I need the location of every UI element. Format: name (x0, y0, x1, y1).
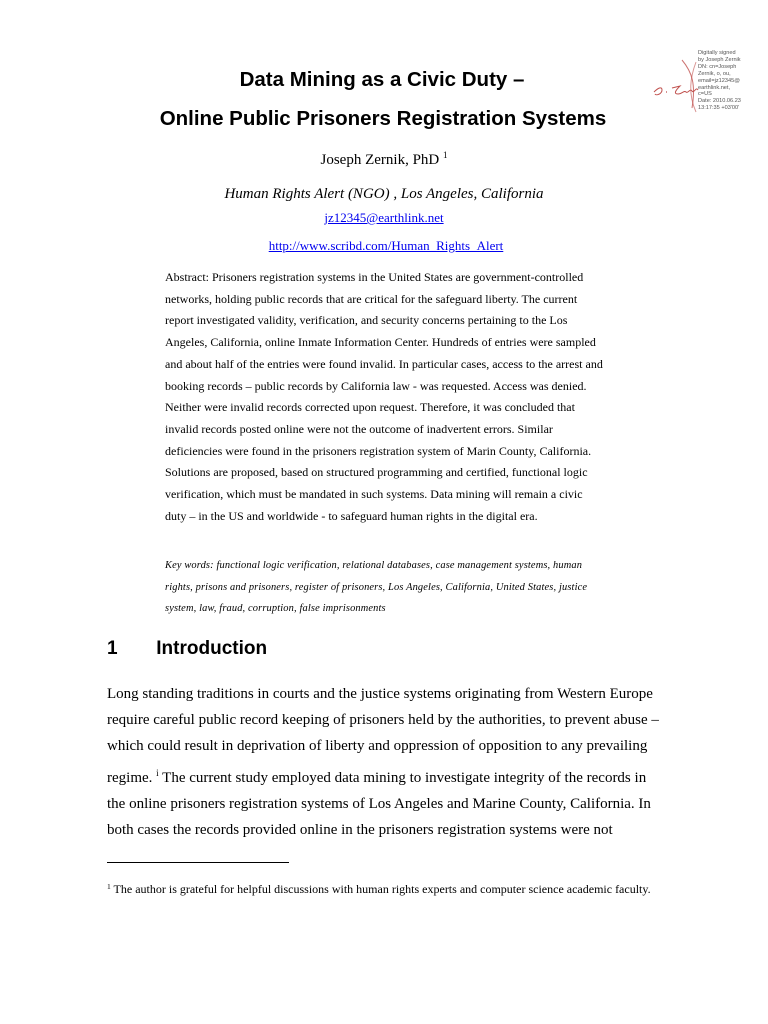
footnote-marker: 1 (107, 882, 111, 891)
endnote-marker[interactable]: i (156, 767, 159, 778)
author-name: Joseph Zernik, PhD (320, 152, 440, 168)
url-link[interactable]: http://www.scribd.com/Human_Rights_Alert (268, 238, 504, 253)
section-number: 1 (107, 638, 118, 659)
section-heading (107, 638, 267, 660)
author-footnote-marker[interactable]: 1 (443, 150, 448, 160)
email-link[interactable]: jz12345@earthlink.net (324, 210, 444, 225)
footnote-divider (107, 862, 289, 863)
affiliation: Human Rights Alert (NGO) , Los Angeles, California (224, 186, 544, 202)
url-row (0, 238, 768, 254)
section-title: Introduction (156, 638, 268, 659)
signature-details: Digitally signed by Joseph Zernik DN: cn=Joseph Zernik, o, ou, email=jz12345@ earthlink.net, c=US Date: 2010.06.23 13:17:35 +03'00' (698, 50, 741, 112)
title-line-2: Online Public Prisoners Registration Systems (159, 107, 607, 130)
title-line-1: Data Mining as a Civic Duty – (239, 68, 525, 91)
email-row (0, 210, 768, 226)
body-text-part-2: The current study employed data mining to investigate integrity of the records in the online prisoners registration systems of Los Angeles and Marine County, California. In both cases the records provided online in the prisoners registration systems were not (107, 769, 651, 839)
abstract: Abstract: Prisoners registration systems in the United States are government-controlled networks, holding public records that are critical for the safeguard liberty. The current report investigated validity, verification, and security concerns pertaining to the Los Angeles, California, online Inmate Information Center. Hundreds of entries were sampled and about half of the entries were found invalid. In particular cases, access to the arrest and booking records – public records by California law - was requested. Access was denied. Neither were invalid records corrected upon request. Therefore, it was concluded that invalid records posted online were not the outcome of inadvertent errors. Similar deficiencies were found in the prisoners registration system of Marin County, California. Solutions are proposed, based on structured programming and certified, functional logic verification, which must be mandated in such systems. Data mining will remain a civic duty – in the US and worldwide - to safeguard human rights in the digital era. (165, 270, 603, 523)
body-text-part-1: Long standing traditions in courts and the justice systems originating from Western Europe require careful public record keeping of prisoners held by the authorities, to prevent abuse – which could result in deprivation of liberty and oppression of opposition to any prevailing regime. (107, 686, 659, 786)
footnote (107, 876, 667, 900)
footnote-text: The author is grateful for helpful discussions with human rights experts and computer science academic faculty. (113, 882, 651, 896)
keywords: Key words: functional logic verification, relational databases, case management systems, human rights, prisons and prisoners, register of prisoners, Los Angeles, California, United States, justice system, law, fraud, corruption, false imprisonments (165, 560, 588, 615)
author (0, 150, 768, 169)
body-paragraph (107, 681, 667, 843)
